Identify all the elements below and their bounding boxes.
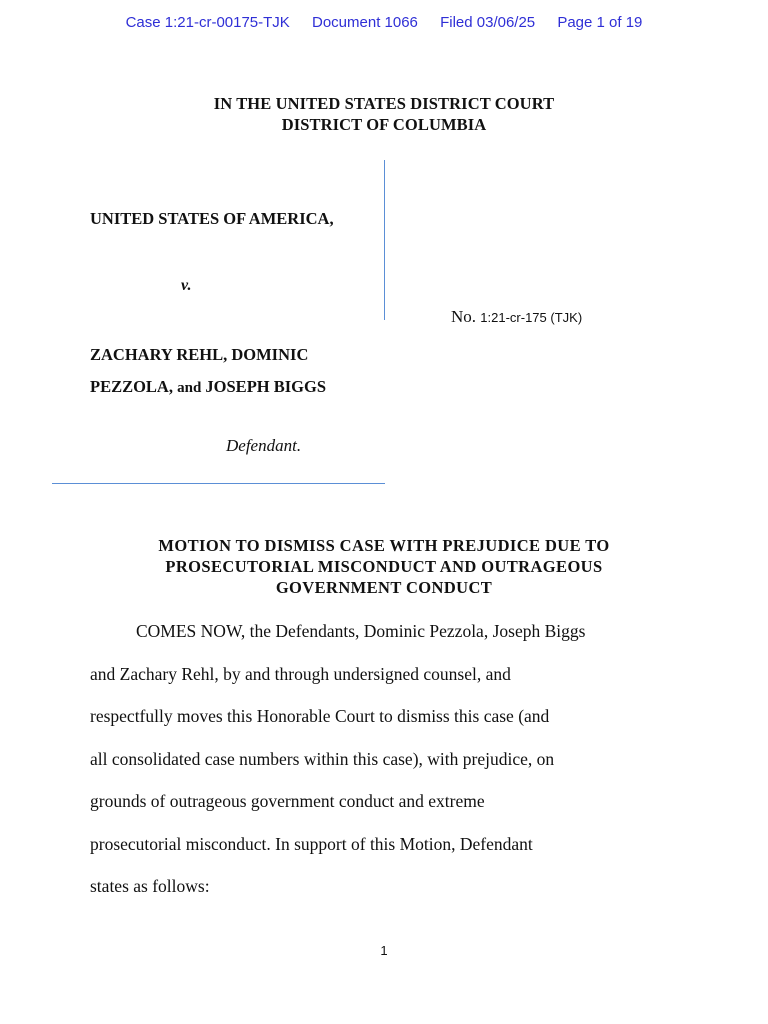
motion-title-line-2: PROSECUTORIAL MISCONDUCT AND OUTRAGEOUS	[165, 557, 603, 576]
case-number	[451, 307, 582, 327]
body-line: all consolidated case numbers within this case), with prejudice, on	[90, 748, 555, 769]
body-line: prosecutorial misconduct. In support of this Motion, Defendant	[90, 833, 533, 854]
motion-title	[0, 535, 768, 598]
defendants-names	[90, 339, 326, 404]
defendant-biggs: JOSEPH BIGGS	[201, 377, 326, 396]
motion-body	[90, 610, 690, 908]
defendants-conjunction: and	[177, 380, 202, 396]
filing-stamp	[0, 14, 768, 31]
case-number-value: 1:21-cr-175 (TJK)	[480, 310, 583, 325]
body-line: and Zachary Rehl, by and through undersigned counsel, and	[90, 663, 511, 684]
court-district: DISTRICT OF COLUMBIA	[281, 115, 487, 134]
stamp-page-count: Page 1 of 19	[557, 14, 643, 31]
court-heading	[0, 93, 768, 135]
motion-title-line-1: MOTION TO DISMISS CASE WITH PREJUDICE DUE TO	[158, 536, 610, 555]
caption-vertical-divider	[384, 160, 385, 320]
stamp-filed-date: Filed 03/06/25	[440, 14, 536, 31]
body-line: respectfully moves this Honorable Court to dismiss this case (and	[90, 706, 550, 726]
plaintiff-name: UNITED STATES OF AMERICA,	[90, 209, 334, 228]
court-name: IN THE UNITED STATES DISTRICT COURT	[213, 94, 555, 113]
stamp-document-number: Document 1066	[312, 14, 418, 31]
body-line: states as follows:	[90, 876, 210, 896]
stamp-case-number: Case 1:21-cr-00175-TJK	[125, 14, 290, 31]
body-line: grounds of outrageous government conduct and extreme	[90, 791, 485, 811]
defendant-label: Defendant.	[226, 436, 302, 455]
caption-horizontal-divider	[52, 483, 385, 484]
defendants-line-2	[90, 371, 326, 404]
versus-label: v.	[181, 277, 192, 294]
page-number: 1	[380, 943, 388, 958]
body-line: COMES NOW, the Defendants, Dominic Pezzola, Joseph Biggs	[136, 621, 586, 641]
case-number-label: No.	[451, 307, 481, 326]
defendant-pezzola: PEZZOLA,	[90, 377, 178, 396]
motion-title-line-3: GOVERNMENT CONDUCT	[275, 578, 493, 597]
defendants-line-1: ZACHARY REHL, DOMINIC	[90, 345, 309, 364]
